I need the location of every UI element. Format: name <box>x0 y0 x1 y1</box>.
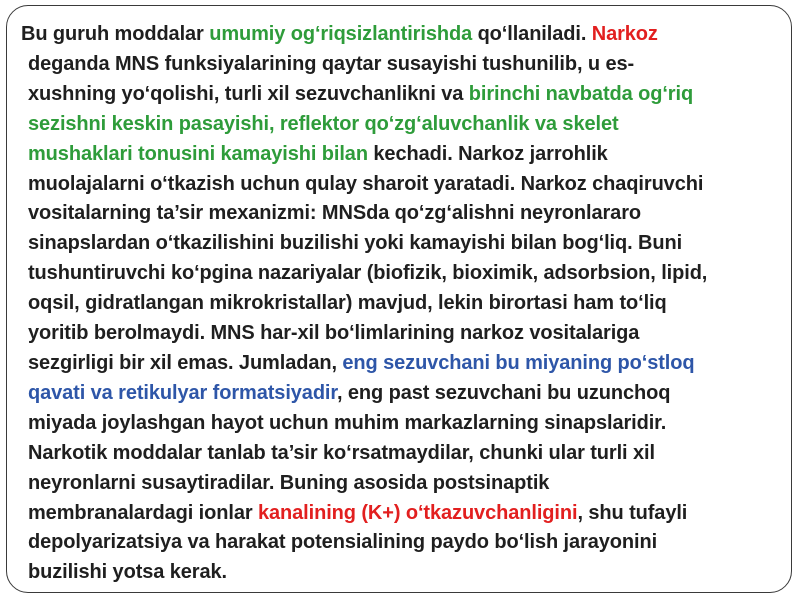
highlight-green: birinchi navbatda og‘riq <box>468 82 694 105</box>
text-segment: miyada joylashgan hayot uchun muhim markazlarning sinapslaridir. <box>28 411 667 434</box>
text-segment: oqsil, gidratlangan mikrokristallar) mavjud, lekin birortasi ham to‘liq <box>28 292 667 315</box>
highlight-green: mushaklari tonusini kamayishi bilan <box>28 142 368 165</box>
text-segment: muolajalarni o‘tkazish uchun qulay sharoit yaratadi. Narkoz chaqiruvchi <box>28 172 704 195</box>
text-segment: Bu guruh moddalar <box>21 23 210 45</box>
text-segment: sezgirligi bir xil emas. Jumladan, <box>28 351 343 374</box>
text-segment: , shu tufayli <box>577 501 688 524</box>
text-line <box>28 409 788 439</box>
text-line <box>28 469 788 499</box>
text-line <box>28 140 788 170</box>
text-line <box>28 50 788 80</box>
text-segment: sinapslardan o‘tkazilishini buzilishi yoki kamayishi bilan bog‘liq. Buni <box>28 232 683 255</box>
text-segment: kechadi. Narkoz jarrohlik <box>367 142 608 165</box>
text-segment: deganda MNS funksiyalarining qaytar susayishi tushunilib, u es- <box>28 52 635 75</box>
slide-frame <box>6 5 792 593</box>
highlight-green: sezishni keskin pasayishi, reflektor qo‘zg‘aluvchanlik va skelet <box>28 112 619 135</box>
text-line <box>28 199 788 229</box>
text-segment: tushuntiruvchi ko‘pgina nazariyalar (biofizik, bioximik, adsorbsion, lipid, <box>28 262 708 285</box>
text-segment: , eng past sezuvchani bu uzunchoq <box>336 381 671 404</box>
highlight-green: umumiy og‘riqsizlantirishda <box>209 23 473 45</box>
text-line <box>28 170 788 200</box>
text-segment: depolyarizatsiya va harakat potensialining paydo bo‘lish jarayonini <box>28 531 658 554</box>
text-segment: Narkotik moddalar tanlab ta’sir ko‘rsatmaydilar, chunki ular turli xil <box>28 441 655 464</box>
text-line <box>28 499 788 529</box>
text-line <box>28 379 788 409</box>
highlight-red: Narkoz <box>591 23 658 45</box>
text-line <box>28 80 788 110</box>
text-segment: buzilishi yotsa kerak. <box>28 561 227 584</box>
text-segment: yoritib berolmaydi. MNS har-xil bo‘limlarining narkoz vositalariga <box>28 322 640 345</box>
text-line <box>21 20 788 50</box>
text-segment: vositalarning ta’sir mexanizmi: MNSda qo‘zg‘alishni neyronlararo <box>28 202 642 225</box>
highlight-blue: qavati va retikulyar formatsiyadir <box>28 381 337 404</box>
highlight-red: kanalining (K+) o‘tkazuvchanligini <box>258 501 578 524</box>
text-segment: xushning yo‘qolishi, turli xil sezuvchanlikni va <box>28 82 469 105</box>
text-line <box>28 289 788 319</box>
body-paragraph <box>21 20 788 588</box>
text-line <box>28 110 788 140</box>
text-line <box>28 229 788 259</box>
text-line <box>28 319 788 349</box>
text-line <box>28 439 788 469</box>
text-line <box>28 349 788 379</box>
text-segment: neyronlarni susaytiradilar. Buning asosida postsinaptik <box>28 471 550 494</box>
text-line <box>28 558 788 588</box>
text-segment: qo‘llaniladi. <box>472 23 592 45</box>
text-line <box>28 259 788 289</box>
highlight-blue: eng sezuvchani bu miyaning po‘stloq <box>342 351 695 374</box>
text-line <box>28 528 788 558</box>
text-segment: membranalardagi ionlar <box>28 501 258 524</box>
